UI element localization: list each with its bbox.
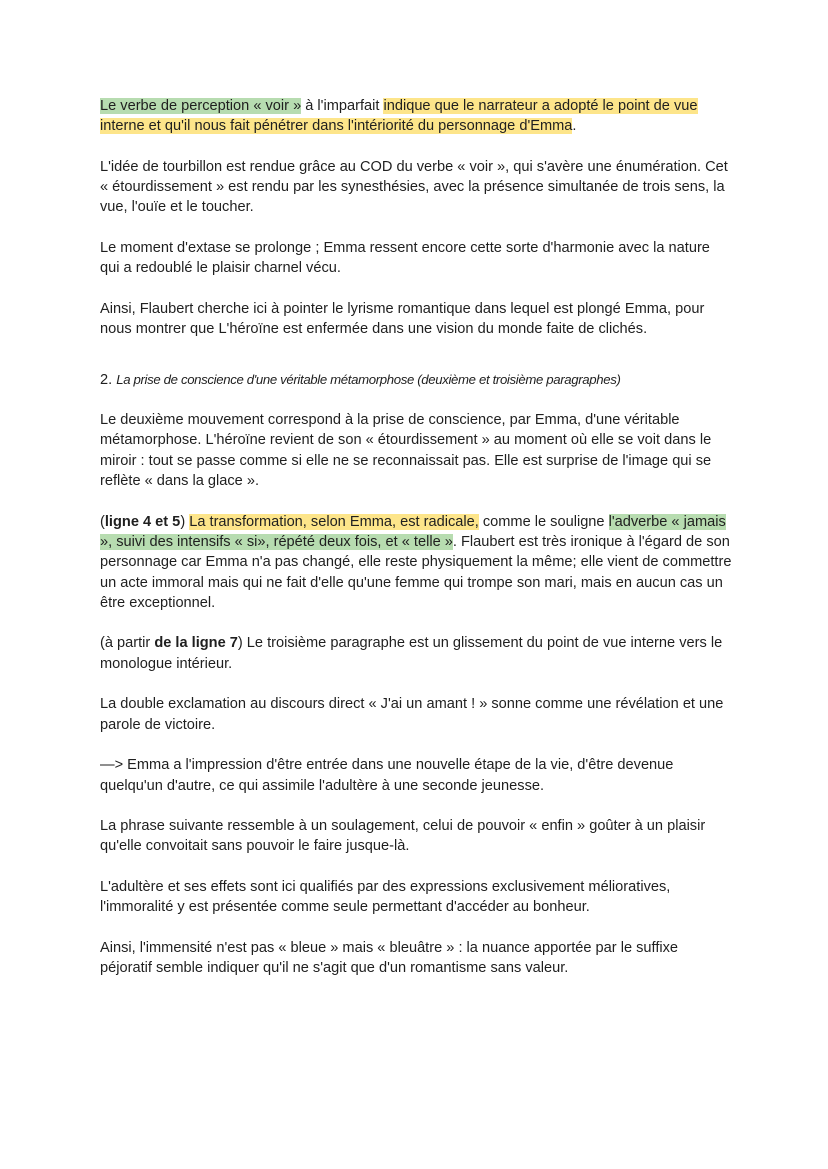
- line-reference: ligne 4 et 5: [104, 513, 181, 530]
- highlight-green: Le verbe de perception « voir »: [100, 98, 302, 114]
- text-run: comme le souligne: [478, 513, 609, 530]
- text-run: . Flaubert est très ironique à l'égard de son personnage car Emma n'a pas changé, elle reste physiquement la même; elle vient de commettre un acte immoral mais qui ne fait d'elle qu'une femme qui trompe son mari, mais en aucun cas un être exceptionnel.: [100, 533, 732, 611]
- paragraph-troisieme: [100, 633, 732, 674]
- text-run: (: [100, 513, 105, 530]
- paragraph-tourbillon: L'idée de tourbillon est rendue grâce au COD du verbe « voir », qui s'avère une énumération. Cet « étourdissement » est rendu par les synesthésies, avec la présence simultanée de trois sens, la vue, l'ouïe et le toucher.: [100, 158, 728, 216]
- paragraph-soulagement: La phrase suivante ressemble à un soulagement, celui de pouvoir « enfin » goûter à un plaisir qu'elle convoitait sans pouvoir le faire jusque-là.: [100, 818, 706, 855]
- paragraph-exclamation: La double exclamation au discours direct « J'ai un amant ! » sonne comme une révélation et une parole de victoire.: [100, 696, 724, 733]
- text-run: ): [180, 513, 190, 530]
- paragraph-transformation: [100, 512, 732, 613]
- paragraph-adultere: L'adultère et ses effets sont ici qualifiés par des expressions exclusivement mélioratives, l'immoralité y est présentée comme seule permettant d'accéder au bonheur.: [100, 878, 671, 916]
- text-run: (à partir: [100, 635, 155, 652]
- paragraph-nouvelle-etape: —> Emma a l'impression d'être entrée dans une nouvelle étape de la vie, d'être devenue quelqu'un d'autre, ce qui assimile l'adultère à une seconde jeunesse.: [100, 757, 674, 794]
- paragraph-extase: Le moment d'extase se prolonge ; Emma ressent encore cette sorte d'harmonie avec la nature qui a redoublé le plaisir charnel vécu.: [100, 240, 710, 277]
- line-reference: de la ligne 7: [154, 635, 238, 652]
- text-run: .: [572, 118, 577, 135]
- section-number: 2.: [100, 371, 117, 388]
- highlight-green: l'adverbe « jamais », suivi des intensifs « si», répété deux fois, et « telle »: [100, 513, 726, 550]
- section-heading: [100, 370, 740, 390]
- section-title: La prise de conscience d'une véritable métamorphose (deuxième et troisième paragraphes): [116, 371, 621, 387]
- paragraph-bleuatre: Ainsi, l'immensité n'est pas « bleue » mais « bleuâtre » : la nuance apportée par le suffixe péjoratif semble indiquer qu'il ne s'agit que d'un romantisme sans valeur.: [100, 939, 679, 977]
- paragraph-deuxieme-mouvement: Le deuxième mouvement correspond à la prise de conscience, par Emma, d'une véritable métamorphose. L'héroïne revient de son « étourdissement » au moment où elle se voit dans le miroir : tout se passe comme si elle ne se reconnaissait pas. Elle est surprise de l'image qui se reflète « dans la glace ».: [100, 412, 712, 490]
- text-run: à l'imparfait: [301, 98, 384, 114]
- highlight-yellow: La transformation, selon Emma, est radicale,: [189, 513, 479, 530]
- paragraph-perception: [100, 96, 732, 137]
- text-run: ) Le troisième paragraphe est un glissement du point de vue interne vers le monologue intérieur.: [100, 635, 723, 672]
- paragraph-lyrisme: Ainsi, Flaubert cherche ici à pointer le lyrisme romantique dans lequel est plongé Emma, pour nous montrer que L'héroïne est enfermée dans une vision du monde faite de clichés.: [100, 300, 705, 338]
- highlight-yellow: indique que le narrateur a adopté le point de vue interne et qu'il nous fait pénétrer dans l'intériorité du personnage d'Emma: [100, 98, 698, 135]
